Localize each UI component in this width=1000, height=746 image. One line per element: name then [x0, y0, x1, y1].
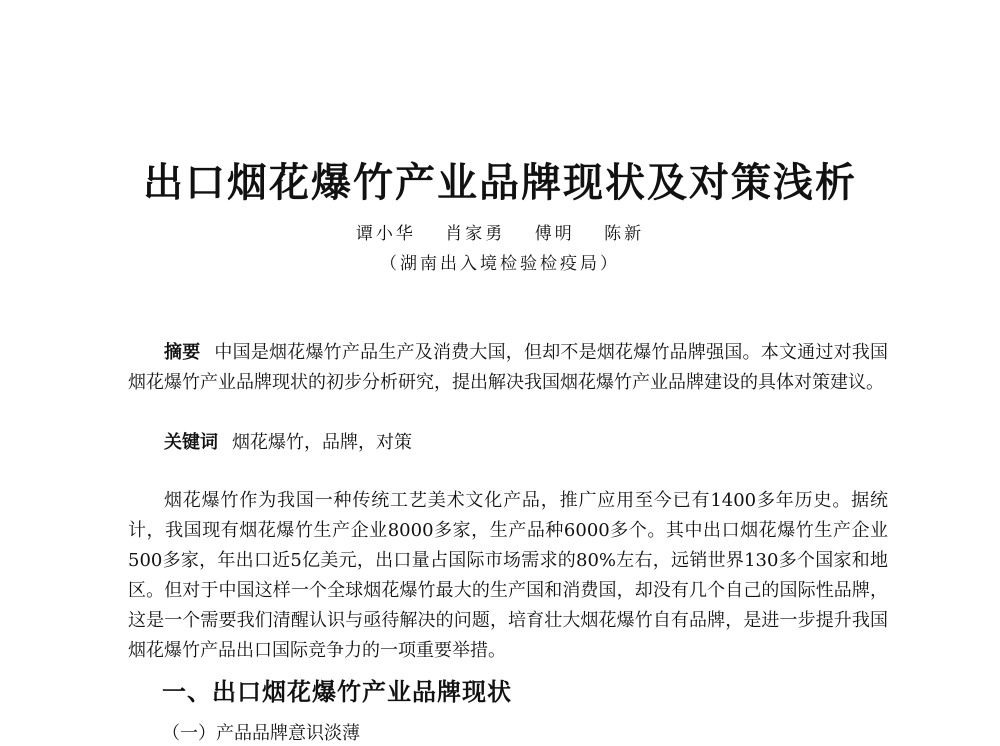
- abstract-label: 摘要: [164, 342, 201, 363]
- author-list: [0, 222, 1000, 246]
- keywords-label: 关键词: [164, 432, 218, 453]
- keywords-text: 烟花爆竹，品牌，对策: [232, 432, 412, 453]
- author-name: 肖家勇: [445, 224, 506, 244]
- author-affiliation: （湖南出入境检验检疫局）: [380, 254, 620, 274]
- keywords: [128, 428, 888, 458]
- abstract-text: 中国是烟花爆竹产品生产及消费大国，但却不是烟花爆竹品牌强国。本文通过对我国烟花爆竹产业品牌现状的初步分析研究，提出解决我国烟花爆竹产业品牌建设的具体对策建议。: [128, 342, 888, 393]
- body-paragraph: 烟花爆竹作为我国一种传统工艺美术文化产品，推广应用至今已有1400多年历史。据统计，我国现有烟花爆竹生产企业8000多家，生产品种6000多个。其中出口烟花爆竹生产企业500多家，年出口近5亿美元，出口量占国际市场需求的80%左右，远销世界130多个国家和地区。但对于中国这样一个全球烟花爆竹最大的生产国和消费国，却没有几个自己的国际性品牌，这是一个需要我们清醒认识与亟待解决的问题，培育壮大烟花爆竹自有品牌，是进一步提升我国烟花爆竹产品出口国际竞争力的一项重要举措。: [128, 490, 888, 661]
- subsection-heading: （一）产品品牌意识淡薄: [162, 723, 360, 744]
- abstract: [128, 338, 888, 398]
- author-name: 陈新: [604, 224, 645, 244]
- section-heading: 一、出口烟花爆竹产业品牌现状: [162, 678, 512, 706]
- author-name: 谭小华: [355, 224, 416, 244]
- author-name: 傅明: [534, 224, 575, 244]
- paper-title: 出口烟花爆竹产业品牌现状及对策浅析: [143, 160, 857, 206]
